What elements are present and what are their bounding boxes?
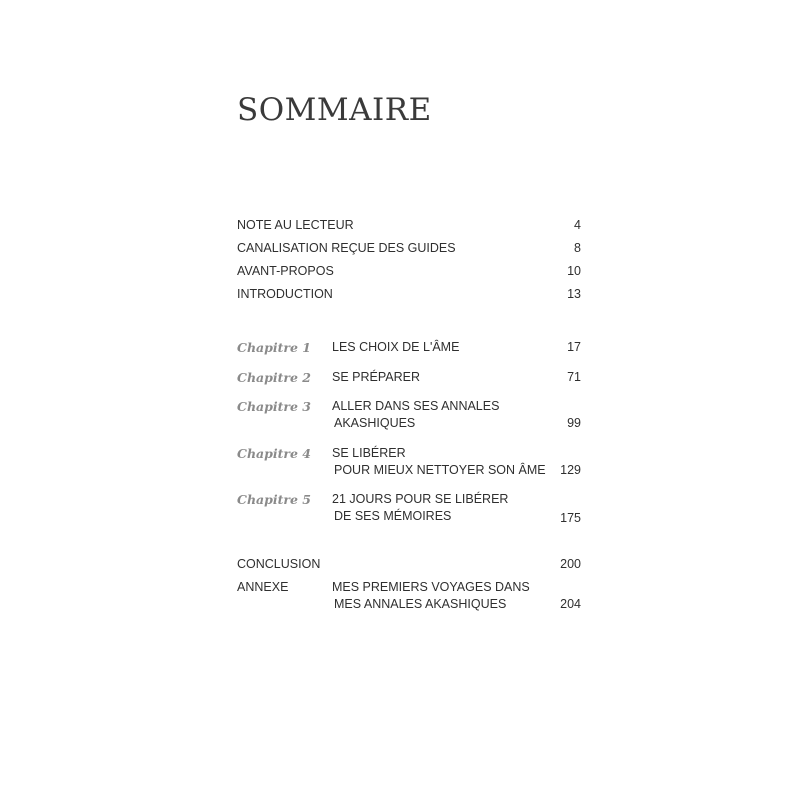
chapter-title-line2: POUR MIEUX NETTOYER SON ÂME xyxy=(334,463,546,477)
chapter-title-line1: SE PRÉPARER xyxy=(332,370,420,384)
annexe-title-line2: MES ANNALES AKASHIQUES xyxy=(334,597,507,611)
toc-entry-label: CANALISATION REÇUE DES GUIDES xyxy=(237,241,456,255)
chapter-title xyxy=(332,445,546,479)
page-title: SOMMAIRE xyxy=(237,92,432,128)
chapter-page: 99 xyxy=(567,416,581,430)
chapter-title-line1: LES CHOIX DE L'ÂME xyxy=(332,340,460,354)
toc-entry-label: INTRODUCTION xyxy=(237,287,333,301)
toc-entry-page: 8 xyxy=(574,241,581,255)
chapter-title xyxy=(332,369,420,386)
toc-entry-label: NOTE AU LECTEUR xyxy=(237,218,354,232)
toc-entry-page: 204 xyxy=(560,597,581,611)
toc-entry-page: 13 xyxy=(567,287,581,301)
chapter-page: 71 xyxy=(567,370,581,384)
chapter-label: Chapitre 1 xyxy=(237,340,311,355)
chapter-title-line2: AKASHIQUES xyxy=(334,416,416,430)
chapter-title-line1: SE LIBÉRER xyxy=(332,446,406,460)
chapter-page: 175 xyxy=(560,511,581,525)
toc-entry-page: 4 xyxy=(574,218,581,232)
annexe-title xyxy=(332,579,530,613)
chapter-label: Chapitre 4 xyxy=(237,446,311,461)
chapter-title xyxy=(332,339,459,356)
chapter-label: Chapitre 3 xyxy=(237,399,311,414)
chapter-page: 17 xyxy=(567,340,581,354)
toc-entry-page: 10 xyxy=(567,264,581,278)
chapter-label: Chapitre 2 xyxy=(237,370,311,385)
toc-entry-label: CONCLUSION xyxy=(237,557,321,571)
chapter-title xyxy=(332,491,508,525)
chapter-title-line2: DE SES MÉMOIRES xyxy=(334,509,452,523)
toc-entry-page: 200 xyxy=(560,557,581,571)
chapter-title-line1: 21 JOURS POUR SE LIBÉRER xyxy=(332,492,509,506)
chapter-title-line1: ALLER DANS SES ANNALES xyxy=(332,399,500,413)
toc-entry-label: ANNEXE xyxy=(237,580,289,594)
chapter-title xyxy=(332,398,499,432)
chapter-page: 129 xyxy=(560,463,581,477)
toc-entry-label: AVANT-PROPOS xyxy=(237,264,334,278)
annexe-title-line1: MES PREMIERS VOYAGES DANS xyxy=(332,580,530,594)
chapter-label: Chapitre 5 xyxy=(237,492,311,507)
